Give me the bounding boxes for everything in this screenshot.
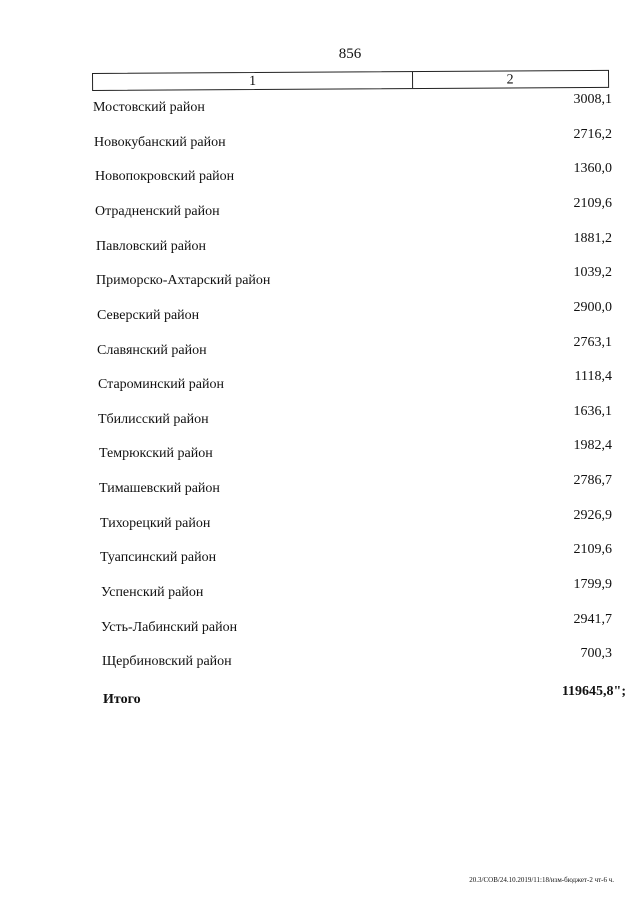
table-row (0, 508, 640, 542)
row-value: 1799,9 (573, 577, 612, 592)
row-value: 1118,4 (574, 369, 612, 384)
row-label: Новопокровский район (95, 169, 235, 184)
table-row (0, 404, 640, 438)
row-value: 700,3 (580, 646, 612, 661)
row-label: Тбилисский район (98, 412, 209, 427)
table-row (0, 369, 640, 403)
row-label: Староминский район (98, 377, 224, 392)
table-row (0, 577, 640, 611)
table-row (0, 612, 640, 646)
total-label: Итого (103, 692, 141, 707)
row-label: Усть-Лабинский район (101, 620, 238, 635)
row-value: 2786,7 (573, 473, 612, 488)
row-value: 2763,1 (573, 335, 612, 350)
row-value: 2109,6 (573, 542, 612, 557)
table-body (0, 92, 640, 732)
row-value: 2941,7 (573, 612, 612, 627)
row-label: Туапсинский район (100, 550, 217, 565)
row-value: 2926,9 (573, 508, 612, 523)
row-value: 3008,1 (573, 92, 612, 107)
row-label: Новокубанский район (94, 135, 226, 150)
row-value: 1982,4 (573, 438, 612, 453)
header-cell-2: 2 (506, 72, 514, 88)
table-row (0, 300, 640, 334)
table-row (0, 92, 640, 126)
row-label: Славянский район (97, 343, 207, 358)
table-row (0, 231, 640, 265)
table-total-row (0, 684, 640, 718)
row-label: Мостовский район (93, 100, 205, 115)
footer-stamp: 20.3/СОВ/24.10.2019/11:18/изм-бюджет-2 чт-6 ч. (469, 876, 614, 884)
row-value: 2716,2 (573, 127, 612, 142)
table-row (0, 646, 640, 680)
row-value: 1881,2 (573, 231, 612, 246)
row-label: Приморско-Ахтарский район (96, 273, 271, 288)
table-row (0, 265, 640, 299)
table-row (0, 473, 640, 507)
table-row (0, 161, 640, 195)
row-value: 1360,0 (573, 161, 612, 176)
row-value: 2109,6 (573, 196, 612, 211)
total-value: 119645,8"; (561, 684, 626, 699)
table-row (0, 335, 640, 369)
row-label: Темрюкский район (99, 446, 213, 461)
row-label: Павловский район (96, 239, 206, 254)
table-header (92, 70, 609, 91)
row-label: Успенский район (101, 585, 204, 600)
row-label: Тихорецкий район (100, 516, 211, 531)
table-row (0, 127, 640, 161)
row-label: Тимашевский район (99, 481, 220, 496)
table-row (0, 196, 640, 230)
row-label: Северский район (97, 308, 200, 323)
header-cell-1: 1 (93, 72, 413, 90)
row-value: 2900,0 (573, 300, 612, 315)
table-row (0, 438, 640, 472)
row-value: 1039,2 (573, 265, 612, 280)
row-label: Щербиновский район (102, 654, 232, 669)
row-label: Отрадненский район (95, 204, 220, 219)
row-value: 1636,1 (573, 404, 612, 419)
table-row (0, 542, 640, 576)
page-number: 856 (338, 46, 362, 62)
